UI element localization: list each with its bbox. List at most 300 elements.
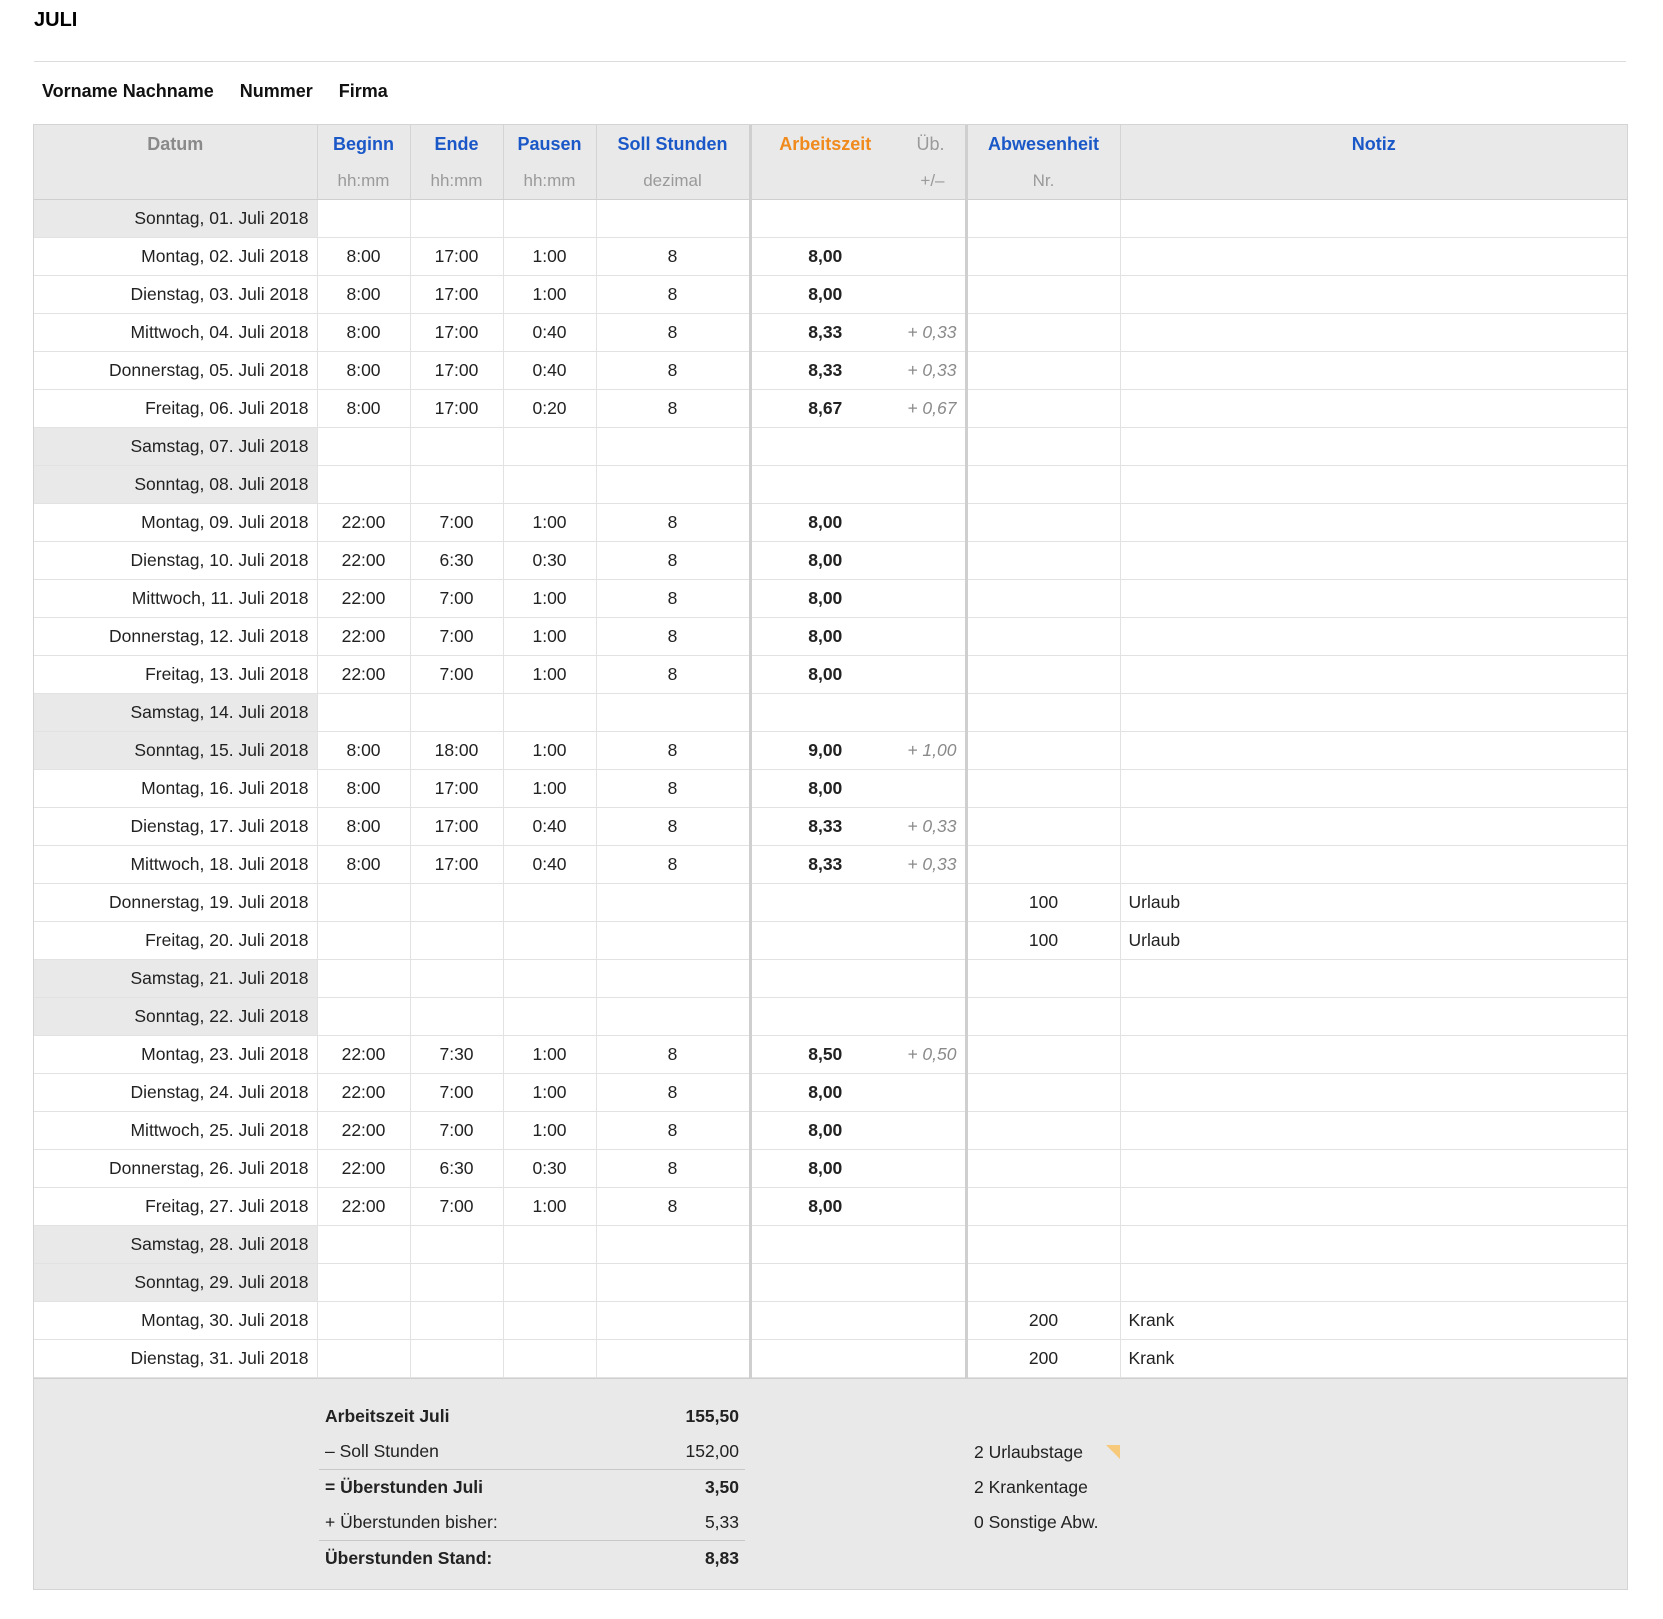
pausen-cell[interactable]: 1:00	[503, 238, 596, 276]
abwesenheit-cell[interactable]	[966, 694, 1120, 732]
ende-cell[interactable]: 17:00	[410, 352, 503, 390]
soll-cell[interactable]	[596, 1264, 750, 1302]
table-row	[34, 238, 1627, 276]
col-header-ende: Ende	[410, 125, 503, 163]
arbeitszeit-cell	[750, 1302, 899, 1340]
pausen-cell[interactable]	[503, 1340, 596, 1378]
ub-cell	[899, 618, 966, 656]
beginn-cell[interactable]: 22:00	[317, 1188, 410, 1226]
abwesenheit-cell[interactable]	[966, 770, 1120, 808]
pausen-cell[interactable]	[503, 1302, 596, 1340]
abwesenheit-cell[interactable]	[966, 504, 1120, 542]
beginn-cell[interactable]: 22:00	[317, 618, 410, 656]
beginn-cell[interactable]: 8:00	[317, 238, 410, 276]
arbeitszeit-cell	[750, 1226, 899, 1264]
beginn-cell[interactable]: 22:00	[317, 656, 410, 694]
table-row	[34, 352, 1627, 390]
table-row	[34, 656, 1627, 694]
soll-cell[interactable]: 8	[596, 314, 750, 352]
beginn-cell[interactable]	[317, 1302, 410, 1340]
pausen-cell[interactable]: 0:40	[503, 352, 596, 390]
notiz-cell[interactable]	[1120, 466, 1627, 504]
ende-cell[interactable]	[410, 200, 503, 238]
notiz-cell[interactable]	[1120, 352, 1627, 390]
pausen-cell[interactable]	[503, 922, 596, 960]
col-header-soll: Soll Stunden	[596, 125, 750, 163]
beginn-cell[interactable]	[317, 960, 410, 998]
date-cell: Sonntag, 15. Juli 2018	[34, 732, 317, 770]
table-row	[34, 1226, 1627, 1264]
ende-cell[interactable]: 7:00	[410, 504, 503, 542]
date-cell: Freitag, 20. Juli 2018	[34, 922, 317, 960]
beginn-cell[interactable]: 22:00	[317, 542, 410, 580]
ende-cell[interactable]: 6:30	[410, 542, 503, 580]
notiz-cell[interactable]	[1120, 314, 1627, 352]
abwesenheit-cell[interactable]	[966, 998, 1120, 1036]
soll-cell[interactable]	[596, 428, 750, 466]
date-cell: Samstag, 07. Juli 2018	[34, 428, 317, 466]
ub-cell	[899, 656, 966, 694]
pausen-cell[interactable]: 1:00	[503, 504, 596, 542]
notiz-cell[interactable]: Krank	[1120, 1340, 1627, 1378]
abwesenheit-cell[interactable]	[966, 580, 1120, 618]
beginn-cell[interactable]: 8:00	[317, 314, 410, 352]
date-cell: Donnerstag, 26. Juli 2018	[34, 1150, 317, 1188]
table-row	[34, 1302, 1627, 1340]
beginn-cell[interactable]	[317, 694, 410, 732]
abwesenheit-cell[interactable]	[966, 808, 1120, 846]
soll-cell[interactable]	[596, 998, 750, 1036]
notiz-cell[interactable]	[1120, 276, 1627, 314]
ende-cell[interactable]	[410, 960, 503, 998]
table-row	[34, 466, 1627, 504]
pausen-cell[interactable]	[503, 960, 596, 998]
notiz-cell[interactable]	[1120, 390, 1627, 428]
date-cell: Donnerstag, 19. Juli 2018	[34, 884, 317, 922]
abwesenheit-cell[interactable]	[966, 1074, 1120, 1112]
abwesenheit-cell[interactable]	[966, 960, 1120, 998]
title-divider	[34, 61, 1626, 62]
abwesenheit-cell[interactable]	[966, 1036, 1120, 1074]
abwesenheit-cell[interactable]: 100	[966, 922, 1120, 960]
notiz-cell[interactable]	[1120, 580, 1627, 618]
sonstige-count: 0 Sonstige Abw.	[974, 1512, 1099, 1532]
ende-cell[interactable]: 7:00	[410, 1112, 503, 1150]
ub-cell	[899, 1264, 966, 1302]
date-cell: Montag, 02. Juli 2018	[34, 238, 317, 276]
absence-summary	[974, 1435, 1099, 1540]
notiz-cell[interactable]	[1120, 1150, 1627, 1188]
date-cell: Dienstag, 10. Juli 2018	[34, 542, 317, 580]
notiz-cell[interactable]	[1120, 542, 1627, 580]
table-row	[34, 542, 1627, 580]
pausen-cell[interactable]: 1:00	[503, 1188, 596, 1226]
beginn-cell[interactable]: 22:00	[317, 1112, 410, 1150]
abwesenheit-cell[interactable]	[966, 1226, 1120, 1264]
ende-cell[interactable]	[410, 922, 503, 960]
summary-value: 155,50	[685, 1406, 739, 1426]
pausen-cell[interactable]: 0:40	[503, 808, 596, 846]
beginn-cell[interactable]	[317, 922, 410, 960]
soll-cell[interactable]: 8	[596, 732, 750, 770]
notiz-cell[interactable]	[1120, 1074, 1627, 1112]
date-cell: Samstag, 28. Juli 2018	[34, 1226, 317, 1264]
ende-cell[interactable]: 17:00	[410, 390, 503, 428]
pausen-cell[interactable]: 0:30	[503, 542, 596, 580]
soll-cell[interactable]: 8	[596, 542, 750, 580]
beginn-cell[interactable]	[317, 1340, 410, 1378]
arbeitszeit-cell	[750, 428, 899, 466]
urlaub-count: 2 Urlaubstage	[974, 1442, 1083, 1462]
col-subheader-datum	[34, 163, 317, 200]
arbeitszeit-cell: 8,00	[750, 656, 899, 694]
abwesenheit-cell[interactable]	[966, 542, 1120, 580]
pausen-cell[interactable]: 1:00	[503, 1036, 596, 1074]
abwesenheit-cell[interactable]	[966, 846, 1120, 884]
beginn-cell[interactable]: 8:00	[317, 352, 410, 390]
table-row	[34, 276, 1627, 314]
pausen-cell[interactable]: 0:40	[503, 314, 596, 352]
abwesenheit-cell[interactable]	[966, 238, 1120, 276]
pausen-cell[interactable]: 0:20	[503, 390, 596, 428]
beginn-cell[interactable]	[317, 466, 410, 504]
soll-cell[interactable]	[596, 1340, 750, 1378]
notiz-cell[interactable]: Urlaub	[1120, 884, 1627, 922]
pausen-cell[interactable]: 1:00	[503, 618, 596, 656]
arbeitszeit-cell	[750, 200, 899, 238]
summary-row-soll	[319, 1434, 745, 1469]
table-row	[34, 1340, 1627, 1378]
pausen-cell[interactable]	[503, 1226, 596, 1264]
notiz-cell[interactable]	[1120, 238, 1627, 276]
abwesenheit-cell[interactable]	[966, 656, 1120, 694]
notiz-cell[interactable]	[1120, 656, 1627, 694]
soll-cell[interactable]: 8	[596, 276, 750, 314]
abwesenheit-cell[interactable]	[966, 732, 1120, 770]
beginn-cell[interactable]	[317, 998, 410, 1036]
notiz-cell[interactable]	[1120, 428, 1627, 466]
ende-cell[interactable]	[410, 1340, 503, 1378]
beginn-cell[interactable]	[317, 884, 410, 922]
col-subheader-arbeitszeit	[750, 163, 899, 200]
notiz-cell[interactable]	[1120, 1112, 1627, 1150]
ub-cell	[899, 960, 966, 998]
summary-panel	[34, 1378, 1627, 1589]
ende-cell[interactable]	[410, 998, 503, 1036]
ende-cell[interactable]: 7:00	[410, 656, 503, 694]
date-cell: Dienstag, 24. Juli 2018	[34, 1074, 317, 1112]
beginn-cell[interactable]: 8:00	[317, 846, 410, 884]
arbeitszeit-cell: 8,00	[750, 504, 899, 542]
ende-cell[interactable]: 7:00	[410, 1074, 503, 1112]
table-row	[34, 390, 1627, 428]
employee-number[interactable]: Nummer	[239, 81, 313, 101]
abwesenheit-cell[interactable]	[966, 352, 1120, 390]
soll-cell[interactable]: 8	[596, 1188, 750, 1226]
ub-cell	[899, 428, 966, 466]
col-header-arbeitszeit: Arbeitszeit	[750, 125, 899, 163]
ende-cell[interactable]: 6:30	[410, 1150, 503, 1188]
abwesenheit-cell[interactable]	[966, 428, 1120, 466]
notiz-cell[interactable]	[1120, 998, 1627, 1036]
abwesenheit-cell[interactable]: 200	[966, 1340, 1120, 1378]
arbeitszeit-cell	[750, 998, 899, 1036]
table-row	[34, 960, 1627, 998]
arbeitszeit-cell: 8,00	[750, 580, 899, 618]
ub-cell	[899, 276, 966, 314]
notiz-cell[interactable]: Krank	[1120, 1302, 1627, 1340]
ub-cell: + 1,00	[899, 732, 966, 770]
soll-cell[interactable]: 8	[596, 1074, 750, 1112]
pausen-cell[interactable]: 1:00	[503, 732, 596, 770]
notiz-cell[interactable]	[1120, 770, 1627, 808]
notiz-cell[interactable]	[1120, 694, 1627, 732]
ub-cell	[899, 1074, 966, 1112]
ende-cell[interactable]: 17:00	[410, 770, 503, 808]
pausen-cell[interactable]: 1:00	[503, 656, 596, 694]
ende-cell[interactable]	[410, 1226, 503, 1264]
ende-cell[interactable]	[410, 1302, 503, 1340]
soll-cell[interactable]: 8	[596, 580, 750, 618]
arbeitszeit-cell	[750, 960, 899, 998]
arbeitszeit-cell: 9,00	[750, 732, 899, 770]
col-header-ub: Üb.	[899, 125, 966, 163]
summary-row-bisher	[319, 1505, 745, 1540]
pausen-cell[interactable]	[503, 1264, 596, 1302]
beginn-cell[interactable]	[317, 1226, 410, 1264]
ende-cell[interactable]: 17:00	[410, 808, 503, 846]
soll-cell[interactable]	[596, 922, 750, 960]
notiz-cell[interactable]	[1120, 1264, 1627, 1302]
beginn-cell[interactable]: 8:00	[317, 770, 410, 808]
date-cell: Freitag, 13. Juli 2018	[34, 656, 317, 694]
pausen-cell[interactable]: 1:00	[503, 1112, 596, 1150]
date-cell: Sonntag, 22. Juli 2018	[34, 998, 317, 1036]
summary-value: 8,83	[704, 1548, 739, 1568]
col-subheader-notiz	[1120, 163, 1627, 200]
abwesenheit-cell[interactable]: 100	[966, 884, 1120, 922]
ende-cell[interactable]: 7:00	[410, 1188, 503, 1226]
arbeitszeit-cell: 8,00	[750, 1074, 899, 1112]
col-unit-pausen: hh:mm	[503, 163, 596, 200]
soll-cell[interactable]: 8	[596, 238, 750, 276]
soll-cell[interactable]	[596, 466, 750, 504]
table-row	[34, 580, 1627, 618]
soll-cell[interactable]: 8	[596, 1112, 750, 1150]
soll-cell[interactable]: 8	[596, 618, 750, 656]
beginn-cell[interactable]	[317, 200, 410, 238]
abwesenheit-cell[interactable]	[966, 1188, 1120, 1226]
beginn-cell[interactable]	[317, 428, 410, 466]
pausen-cell[interactable]: 1:00	[503, 1074, 596, 1112]
ub-cell: + 0,67	[899, 390, 966, 428]
soll-cell[interactable]	[596, 960, 750, 998]
arbeitszeit-cell: 8,00	[750, 1188, 899, 1226]
notiz-cell[interactable]: Urlaub	[1120, 922, 1627, 960]
notiz-cell[interactable]	[1120, 1036, 1627, 1074]
soll-cell[interactable]: 8	[596, 1036, 750, 1074]
ende-cell[interactable]: 7:30	[410, 1036, 503, 1074]
ub-cell: + 0,33	[899, 808, 966, 846]
ub-cell	[899, 1340, 966, 1378]
notiz-cell[interactable]	[1120, 504, 1627, 542]
beginn-cell[interactable]: 8:00	[317, 808, 410, 846]
abwesenheit-cell[interactable]	[966, 618, 1120, 656]
notiz-cell[interactable]	[1120, 1226, 1627, 1264]
employee-name[interactable]: Vorname Nachname	[42, 81, 214, 101]
table-row	[34, 998, 1627, 1036]
ende-cell[interactable]: 7:00	[410, 618, 503, 656]
arbeitszeit-cell: 8,00	[750, 770, 899, 808]
ende-cell[interactable]: 17:00	[410, 238, 503, 276]
ende-cell[interactable]: 17:00	[410, 276, 503, 314]
date-cell: Freitag, 06. Juli 2018	[34, 390, 317, 428]
ub-cell	[899, 1226, 966, 1264]
notiz-cell[interactable]	[1120, 846, 1627, 884]
date-cell: Sonntag, 08. Juli 2018	[34, 466, 317, 504]
notiz-cell[interactable]	[1120, 960, 1627, 998]
beginn-cell[interactable]	[317, 1264, 410, 1302]
ub-cell	[899, 504, 966, 542]
summary-label: Arbeitszeit Juli	[325, 1406, 450, 1426]
date-cell: Montag, 30. Juli 2018	[34, 1302, 317, 1340]
ende-cell[interactable]	[410, 884, 503, 922]
arbeitszeit-cell	[750, 1340, 899, 1378]
beginn-cell[interactable]: 22:00	[317, 504, 410, 542]
notiz-cell[interactable]	[1120, 1188, 1627, 1226]
col-header-datum: Datum	[34, 125, 317, 163]
pausen-cell[interactable]	[503, 694, 596, 732]
ub-cell	[899, 884, 966, 922]
ende-cell[interactable]	[410, 694, 503, 732]
date-cell: Freitag, 27. Juli 2018	[34, 1188, 317, 1226]
comment-marker-icon[interactable]	[1106, 1445, 1120, 1459]
abwesenheit-cell[interactable]	[966, 276, 1120, 314]
abwesenheit-cell[interactable]	[966, 200, 1120, 238]
date-cell: Sonntag, 29. Juli 2018	[34, 1264, 317, 1302]
abwesenheit-cell[interactable]	[966, 1264, 1120, 1302]
soll-cell[interactable]: 8	[596, 770, 750, 808]
ende-cell[interactable]	[410, 466, 503, 504]
soll-cell[interactable]	[596, 1302, 750, 1340]
date-cell: Dienstag, 31. Juli 2018	[34, 1340, 317, 1378]
ende-cell[interactable]: 18:00	[410, 732, 503, 770]
col-unit-soll: dezimal	[596, 163, 750, 200]
beginn-cell[interactable]: 22:00	[317, 1036, 410, 1074]
ub-cell	[899, 542, 966, 580]
table-row	[34, 314, 1627, 352]
soll-cell[interactable]	[596, 1226, 750, 1264]
soll-cell[interactable]: 8	[596, 504, 750, 542]
abwesenheit-cell[interactable]	[966, 1112, 1120, 1150]
summary-row-ueberstunden	[319, 1469, 745, 1505]
ub-cell	[899, 998, 966, 1036]
col-unit-ende: hh:mm	[410, 163, 503, 200]
summary-value: 3,50	[704, 1477, 739, 1497]
ende-cell[interactable]: 17:00	[410, 314, 503, 352]
arbeitszeit-cell: 8,00	[750, 276, 899, 314]
abwesenheit-cell[interactable]	[966, 466, 1120, 504]
ub-cell	[899, 922, 966, 960]
table-row	[34, 1036, 1627, 1074]
beginn-cell[interactable]: 8:00	[317, 390, 410, 428]
summary-value[interactable]: 5,33	[704, 1512, 739, 1532]
ub-cell	[899, 694, 966, 732]
arbeitszeit-cell: 8,50	[750, 1036, 899, 1074]
notiz-cell[interactable]	[1120, 200, 1627, 238]
soll-cell[interactable]	[596, 884, 750, 922]
summary-label: – Soll Stunden	[325, 1441, 439, 1461]
table-row	[34, 694, 1627, 732]
table-row	[34, 1150, 1627, 1188]
arbeitszeit-cell: 8,00	[750, 1112, 899, 1150]
pausen-cell[interactable]: 1:00	[503, 770, 596, 808]
ub-cell	[899, 466, 966, 504]
beginn-cell[interactable]: 22:00	[317, 1150, 410, 1188]
ende-cell[interactable]: 7:00	[410, 580, 503, 618]
soll-cell[interactable]: 8	[596, 846, 750, 884]
ende-cell[interactable]	[410, 1264, 503, 1302]
arbeitszeit-cell: 8,00	[750, 1150, 899, 1188]
abwesenheit-cell[interactable]: 200	[966, 1302, 1120, 1340]
pausen-cell[interactable]	[503, 998, 596, 1036]
notiz-cell[interactable]	[1120, 732, 1627, 770]
pausen-cell[interactable]	[503, 466, 596, 504]
notiz-cell[interactable]	[1120, 808, 1627, 846]
soll-cell[interactable]: 8	[596, 808, 750, 846]
page-title: JULI	[34, 9, 78, 31]
pausen-cell[interactable]: 0:30	[503, 1150, 596, 1188]
notiz-cell[interactable]	[1120, 618, 1627, 656]
soll-cell[interactable]: 8	[596, 390, 750, 428]
ub-cell: + 0,50	[899, 1036, 966, 1074]
pausen-cell[interactable]	[503, 200, 596, 238]
abwesenheit-cell[interactable]	[966, 390, 1120, 428]
beginn-cell[interactable]: 8:00	[317, 276, 410, 314]
arbeitszeit-cell	[750, 466, 899, 504]
pausen-cell[interactable]: 1:00	[503, 276, 596, 314]
summary-value: 152,00	[685, 1441, 739, 1461]
date-cell: Montag, 16. Juli 2018	[34, 770, 317, 808]
pausen-cell[interactable]: 0:40	[503, 846, 596, 884]
pausen-cell[interactable]	[503, 884, 596, 922]
beginn-cell[interactable]: 22:00	[317, 580, 410, 618]
abwesenheit-cell[interactable]	[966, 314, 1120, 352]
ub-cell	[899, 238, 966, 276]
soll-cell[interactable]	[596, 200, 750, 238]
abwesenheit-cell[interactable]	[966, 1150, 1120, 1188]
col-unit-abwesenheit: Nr.	[966, 163, 1120, 200]
table-row	[34, 1264, 1627, 1302]
pausen-cell[interactable]	[503, 428, 596, 466]
soll-cell[interactable]	[596, 694, 750, 732]
soll-cell[interactable]: 8	[596, 656, 750, 694]
summary-label: = Überstunden Juli	[325, 1477, 484, 1497]
ende-cell[interactable]	[410, 428, 503, 466]
soll-cell[interactable]: 8	[596, 352, 750, 390]
pausen-cell[interactable]: 1:00	[503, 580, 596, 618]
beginn-cell[interactable]: 22:00	[317, 1074, 410, 1112]
ende-cell[interactable]: 17:00	[410, 846, 503, 884]
col-header-pausen: Pausen	[503, 125, 596, 163]
table-row	[34, 618, 1627, 656]
date-cell: Mittwoch, 18. Juli 2018	[34, 846, 317, 884]
employee-company[interactable]: Firma	[338, 81, 388, 101]
col-header-notiz: Notiz	[1120, 125, 1627, 163]
soll-cell[interactable]: 8	[596, 1150, 750, 1188]
ub-cell	[899, 1188, 966, 1226]
beginn-cell[interactable]: 8:00	[317, 732, 410, 770]
